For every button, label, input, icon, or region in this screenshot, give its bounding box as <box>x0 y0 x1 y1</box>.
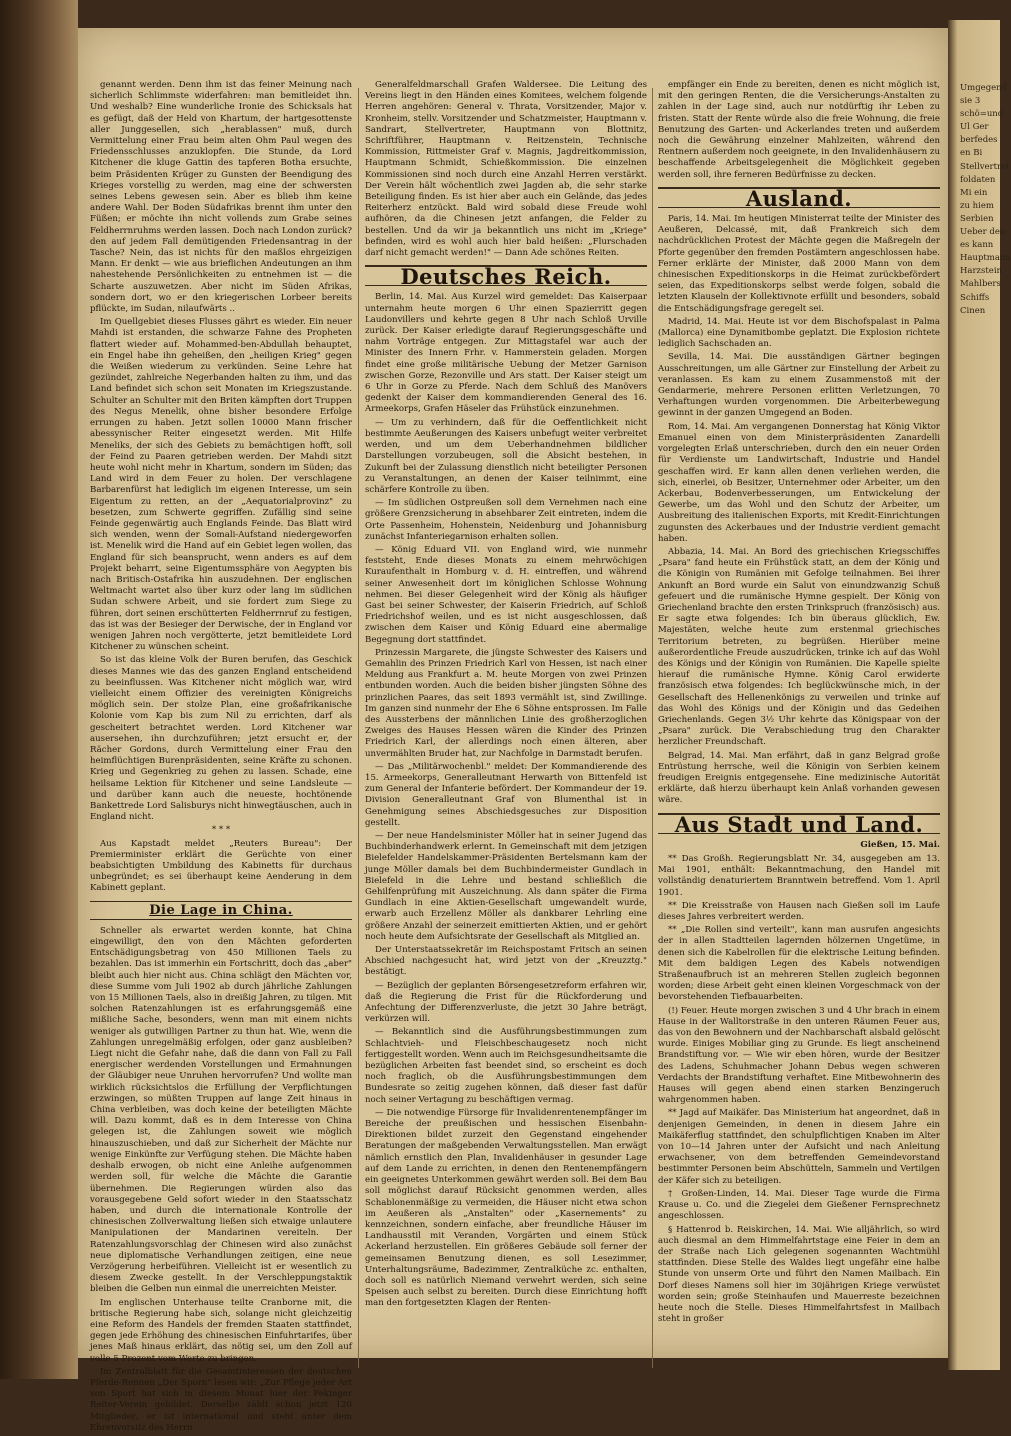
article-paragraph: (!) Feuer. Heute morgen zwischen 3 und 4 Uhr brach in einem Hause in der Walltorstraße in den unteren Räumen Feuer aus, das von den Bewohnern und der Nachbarschaft alsbald gelöscht wurde. Einiges Mobiliar ging zu Grunde. Es liegt anscheinend Brandstiftung vor. — Wie wir eben hören, wurde der Besitzer des Ladens, Schuhmacher Johann Debus wegen schweren Verdachts der Brandstiftung verhaftet. Eine Mitbewohnerin des Hauses will gegen abend einen starken Benzingeruch wahrgenommen haben. <box>658 1005 940 1106</box>
column-middle <box>365 80 647 1312</box>
article-paragraph: Madrid, 14. Mai. Heute ist vor dem Bischofspalast in Palma (Mallorca) eine Dynamitbombe geplatzt. Die Explosion richtete lediglich Sachschaden an. <box>658 316 940 350</box>
article-paragraph: — König Eduard VII. von England wird, wie nunmehr feststeht, Ende dieses Monats zu einem mehrwöchigen Kuraufenthalt in Homburg v. d. H. eintreffen, und während seiner Anwesenheit dort im königlichen Schlosse Wohnung nehmen. Bei dieser Gelegenheit wird der König als häufiger Gast bei seiner Schwester, der Kaiserin Friedrich, auf Schloß Friedrichshof weilen, und es ist nicht ausgeschlossen, daß zwischen dem Kaiser und König Eduard eine abermalige Begegnung dort stattfindet. <box>365 544 647 645</box>
article-paragraph: — Bezüglich der geplanten Börsengesetzreform erfahren wir, daß die Regierung die Frist für die Rückforderung und Anfechtung der Differenzverluste, die jetzt 30 Jahre beträgt, verkürzen will. <box>365 980 647 1025</box>
article-paragraph: Prinzessin Margarete, die jüngste Schwester des Kaisers und Gemahlin des Prinzen Friedrich Karl von Hessen, ist nach einer Meldung aus Frankfurt a. M. heute Morgen von zwei Prinzen entbunden worden. Auch die beiden bisher jüngsten Söhne des prinzlichen Paares, das seit 1893 vermählt ist, sind Zwillinge. Im ganzen sind nunmehr der Ehe 6 Söhne entsprossen. Im Falle des Aussterbens der männlichen Linie des großherzoglichen Zweiges des Hauses Hessen wären die Kinder des Prinzen Friedrich Karl, der allerdings noch einen älteren, aber unvermählten Bruder hat, zur Nachfolge in Darmstadt berufen. <box>365 647 647 759</box>
newspaper-page <box>78 28 948 1433</box>
column-rule <box>358 88 359 1368</box>
article-paragraph: ** Jagd auf Maikäfer. Das Ministerium hat angeordnet, daß in denjenigen Gemeinden, in denen in diesem Jahre ein Maikäferflug stattfindet, den schulpflichtigen Knaben im Alter von 10—14 Jahren unter der Aufsicht und nach Anleitung erwachsener, von dem betreffenden Gemeindevorstand bestimmter Personen beim Abschütteln, Sammeln und Vertilgen der Käfer sich zu beteiligen. <box>658 1108 940 1186</box>
section-heading-stadt: Aus Stadt und Land. <box>658 813 940 834</box>
separator: * * * <box>211 825 231 836</box>
article-paragraph: — Der neue Handelsminister Möller hat in seiner Jugend das Buchbinderhandwerk erlernt. In Gemeinschaft mit dem jetzigen Bielefelder Handelskammer-Präsidenten Bertelsmann kam der junge Möller damals bei dem Buchbindermeister Gundlach in Bielefeld in die Lehre und bestand schließlich die Gehilfenprüfung mit Auszeichnung. Als dann später die Firma Gundlach in eine Aktien-Gesellschaft umgewandelt wurde, erwarb auch Erzellenz Möller als dankbarer Lehrling eine größere Anzahl der seinerzeit emittierten Aktien, und er gehört noch heute dem Aufsichtsrate der Gesellschaft als Mitglied an. <box>365 831 647 942</box>
article-paragraph: genannt werden. Denn ihm ist das feiner Meinung nach sicherlich Schlimmste widerfahren: man bemitleidet ihn. Und weshalb? Eine wunderliche Ironie des Schicksals hat es gefügt, daß der Held von Khartum, der hartgesottenste aller Junggesellen, sich „herablassen" muß, durch Vermittelung einer Frau beim alten Ohm Paul wegen des Friedensschlusses anzuklopfen. Die Stunde, da Lord Kitchener die kluge Gattin des tapferen Botha ersuchte, beim Präsidenten Krüger zu Gunsten der Beendigung des Krieges vorstellig zu werden, mag eine der schwersten seines Lebens gewesen sein. Aber es blieb ihm keine andere Wahl. Der Boden Südafrikas brennt ihm unter den Füßen; er möchte ihn nicht vollends zum Grabe seines Feldherrnruhms werden lassen. Doch nach London zurück? den auf jedem Fall demütigenden Friedensantrag in der Tasche? Nein, das ist nichts für den maßlos ehrgeizigen Mann. Er denkt — wie aus brieflichen Andeutungen an ihm nahestehende Persönlichkeiten zu entnehmen ist — die Scharte auszuwetzen. Aber nicht im Süden Afrikas, sondern dort, wo er den kriegerischen Lorbeer bereits pflückte, im Sudan, nilaufwärts .. <box>90 80 352 315</box>
article-paragraph: Aus Kapstadt meldet „Reuters Bureau": Der Premierminister erklärt die Gerüchte von einer beabsichtigten Umbildung des Kabinetts für durchaus unbegründet; es sei überhaupt keine Aenderung in dem Kabinett geplant. <box>90 838 352 894</box>
article-paragraph: ** „Die Rollen sind verteilt", kann man ausrufen angesichts der in allen Stadtteilen lagernden hölzernen Ungetüme, in denen sich die Kabelrollen für die elektrische Leitung befinden. Mit dem baldigen Legen des Kabels notwendigen Straßenaufbruch ist an mehreren Stellen zugleich begonnen worden; diese Arbeit geht einen kleinen Vorgeschmack von der bevorstehenden Tiefbauarbeiten. <box>658 925 940 1003</box>
article-paragraph: Belgrad, 14. Mai. Man erfährt, daß in ganz Belgrad große Entrüstung herrsche, weil die Königin von Serbien keinem freudigen Ereignis entgegensehe. Eine medizinische Autorität erklärte, daß hierzu überhaupt kein Anlaß vorhanden gewesen wäre. <box>658 750 940 806</box>
book-binding <box>0 0 78 1379</box>
column-right <box>658 80 940 1327</box>
article-paragraph: Der Unterstaatssekretär im Reichspostamt Fritsch an seinen Abschied nachgesucht hat, wird jetzt von der „Kreuzztg." bestätigt. <box>365 945 647 978</box>
article-paragraph: empfänger ein Ende zu bereiten, denen es nicht möglich ist, mit den geringen Renten, die die Versicherungs-Anstalten zu zahlen in der Lage sind, auch nur notdürftig ihr Leben zu fristen. Statt der Rente würde also die freie Wohnung, die freie Benutzung des Garten- und Ackerlandes treten und außerdem noch die Gewährung einzelner Mahlzeiten, während den Rentnern außerdem noch geeignete, in den Invalidenhäusern zu beschaffende Arbeitsgelegenheit die Möglichkeit gegeben werden soll, ihre ferneren Bedürfnisse zu decken. <box>658 80 940 180</box>
article-paragraph: Abbazia, 14. Mai. An Bord des griechischen Kriegsschiffes „Psara" fand heute ein Frühstück statt, an dem der König und die Königin von Rumänien mit Gefolge teilnahmen. Bei ihrer Ankunft an Bord wurde ein Salut von einundzwanzig Schuß gefeuert und die rumänische Hymne gespielt. Der König von Griechenland brachte den ersten Trinkspruch (französisch) aus. Er sagte etwa folgendes: Ich bin überaus glücklich, Ew. Majestäten, welche heute zum erstenmal griechisches Territorium betreten, zu begrüßen. Hierüber meine außerordentliche Freude auszudrücken, trinke ich auf das Wohl des Königs und der Königin von Rumänien. Die Kapelle spielte hierauf die rumänische Hymne. König Carol erwiderte französisch etwa folgendes: Ich beglückwünsche mich, in der Gesellschaft des Hellenenkönigs zu verweilen und trinke auf das Wohl des Königs und der Königin und das Gedeihen Griechenlands. Gegen 3½ Uhr kehrte das Königspaar von der „Psara" zurück. Die Verabschiedung trug den Charakter herzlicher Freundschaft. <box>658 546 940 748</box>
article-paragraph: Im englischen Unterhause teilte Cranborne mit, die britische Regierung habe sich, solange nicht gleichzeitig eine Reform des Handels der fremden Staaten stattfindet, gegen jede Erhöhung des chinesischen Einfuhrtarifes, über jenes Maß hinaus erklärt, das nötig sei, um den Zoll auf volle 5 Prozent vom Werte zu bringen. <box>90 1297 352 1364</box>
article-paragraph: Paris, 14. Mai. Im heutigen Ministerrat teilte der Minister des Aeußeren, Delcassé, mit, daß Frankreich sich dem nachdrücklichen Protest der Mächte gegen die Maßregeln der Pforte gegenüber den fremden Postämtern angeschlossen habe. Ferner erklärte der Minister, daß 2000 Mann von dem chinesischen Expeditionskorps in die Heimat zurückbefördert seien, das Expeditionskorps selbst werde folgen, sobald die letzten Klauseln der Kollektivnote erfüllt und besonders, sobald die Entschädigungsfrage geregelt sei. <box>658 214 940 314</box>
column-rule <box>652 88 653 1368</box>
article-paragraph: — Bekanntlich sind die Ausführungsbestimmungen zum Schlachtvieh- und Fleischbeschaugesetz noch nicht fertiggestellt worden. Wenn auch im Reichsgesundheitsamte die bezüglichen Arbeiten fast beendet sind, so erscheint es doch noch fraglich, ob die Ausführungsbestimmungen dem Bundesrate so zeitig zugehen können, daß dieser fast dafür noch seiner Vertagung zu beschäftigen vermag. <box>365 1027 647 1105</box>
article-paragraph: Sevilla, 14. Mai. Die ausständigen Gärtner begingen Ausschreitungen, um alle Gärtner zur Einstellung der Arbeit zu veranlassen. Es kam zu einem Zusammenstoß mit der Gendarmerie, mehrere Personen erlitten Verletzungen, 70 Verhaftungen wurden vorgenommen. Die Arbeiterbewegung gewinnt in der ganzen Umgegend an Boden. <box>658 352 940 419</box>
article-paragraph: Schneller als erwartet werden konnte, hat China eingewilligt, den von den Mächten geforderten Entschädigungsbetrag von 450 Millionen Taels zu bezahlen. Das ist immerhin ein Fortschritt, doch das „aber" bleibt auch hier nicht aus. China schlägt den Mächten vor, diese Summe vom Juli 1902 ab durch jährliche Zahlungen von 15 Millionen Taels, also in dreißig Jahren, zu tilgen. Mit solchen Ratenzahlungen ist es erfahrungsgemäß eine mißliche Sache, besonders, wenn man mit einem nichts weniger als gutwilligen Partner zu thun hat. Wie, wenn die Zahlungen unregelmäßig erfolgen, oder ganz ausbleiben? Liegt nicht die Gefahr nahe, daß die dann von Fall zu Fall energischer werdenden Vorstellungen und Ermahnungen der Gläubiger neue Unruhen hervorrufen? Und wollte man wirklich rücksichtslos die Erfüllung der Verpflichtungen erzwingen, so müßten Truppen auf lange Zeit hinaus in China verbleiben, was doch keine der beteiligten Mächte will. Dazu kommt, daß es in dem Interesse von China gelegen ist, die Zahlungen soweit wie möglich hinauszuschieben, und daß zur Sicherheit der Mächte nur wenige Einkünfte zur Verfügung stehen. Die Mächte haben deshalb erwogen, ob nicht eine Anleihe aufgenommen werden soll, für welche die Mächte die Garantie übernehmen. Die Regierungen würden also das vorausgegebene Geld sofort wieder in den Staatsschatz haben, und durch die internationale Kontrolle der chinesischen Zollverwaltung ließen sich etwaige unlautere Manipulationen der Mandarinen vereiteln. Der Ratenzahlungsvorschlag der Chinesen wird also zunächst neue diplomatische Verhandlungen zeitigen, eine neue Verzögerung herbeiführen. Vielleicht ist er wesentlich zu diesem Zwecke gestellt. In der Verschleppungstaktik bleiben die Gelben nun einmal die unerreichten Meister. <box>90 925 352 1295</box>
article-paragraph: ** Das Großh. Regierungsblatt Nr. 34, ausgegeben am 13. Mai 1901, enthält: Bekanntmachung, den Handel mit vollständig denaturiertem Branntwein betreffend. Vom 1. April 1901. <box>658 854 940 898</box>
section-heading-china: Die Lage in China. <box>90 901 352 920</box>
article-paragraph: — Das „Militärwochenbl." meldet: Der Kommandierende des 15. Armeekorps, Generalleutnant Herwarth von Bittenfeld ist zum General der Infanterie befördert. Der Kommandeur der 19. Division Generalleutnant Graf von Blumenthal ist in Genehmigung seines Abschiedsgesuches zur Disposition gestellt. <box>365 761 647 828</box>
article-paragraph: — Im südlichen Ostpreußen soll dem Vernehmen nach eine größere Grenzsicherung in absehbarer Zeit eintreten, indem die Orte Passenheim, Hohenstein, Neidenburg und Johannisburg zunächst Infanteriegarnison erhalten sollen. <box>365 498 647 542</box>
article-paragraph: So ist das kleine Volk der Buren berufen, das Geschick dieses Mannes wie das des ganzen England entscheidend zu beeinflussen. Was Kitchener nicht möglich war, wird vielleicht einem Offizier des vereinigten Königreichs möglich sein. Der stolze Plan, eine großafrikanische Kolonie vom Kap bis zum Nil zu errichten, darf als gescheitert betrachtet werden. Lord Kitchener war ausersehen, ihn durchzuführen; jetzt ersucht er, der Rächer Gordons, durch Vermittelung einer Frau den heimflüchtigen Burenpräsidenten, seine Kräfte zu schonen. Krieg und Gegenkrieg zu gehen zu lassen. Schade, eine heilsame Lektion für Kitchener und seine Landsleute — und darüber kann auch die neueste, hochtönende Bankettrede Lord Salisburys nicht hinwegtäuschen, auch in England nicht. <box>90 655 352 823</box>
article-paragraph: — Um zu verhindern, daß für die Oeffentlichkeit nicht bestimmte Aeußerungen des Kaisers unbefugt weiter verbreitet werden, und um dem Ueberhandnehmen bildlicher Darstellungen vorzubeugen, soll die Absicht bestehen, in Zukunft bei der Zulassung dienstlich nicht beteiligter Personen zu Veranstaltungen, an denen der Kaiser teilnimmt, eine schärfere Kontrolle zu üben. <box>365 417 647 495</box>
article-paragraph: Generalfeldmarschall Grafen Waldersee. Die Leitung des Vereins liegt in den Händen eines Komitees, welchem folgende Herren angehören: General v. Thrata, Vorsitzender, Major v. Kronheim, stellv. Vorsitzender und Schatzmeister, Hauptmann v. Sandrart, Stellvertreter, Hauptmann von Blottnitz, Schriftführer, Hauptmann v. Reitzenstein, Technische Kommission, Rittmeister Graf v. Magnis, Jagdreitkommission, Hauptmann Schmidt, Schießkommission. Die einzelnen Kommissionen sind noch durch eine Anzahl Herren verstärkt. Der Verein hält wöchentlich zwei Jagden ab, die sehr starke Beteiligung finden. Es ist hier aber auch ein Gelände, das jedes Reiterherz entzückt. Bald wird sobald diese Freude wohl aufhören, da die Chinesen jetzt anfangen, die Felder zu bestellen. Und da wir ja bekanntlich uns nicht im „Kriege" befinden, wird es wohl auch hier bald heißen: „Flurschaden darf nicht gemacht werden!" — Dann Ade schönes Reiten. <box>365 80 647 259</box>
article-paragraph: Im Quellgebiet dieses Flusses gährt es wieder. Ein neuer Mahdi ist erstanden, die schwarze Fahne des Propheten flattert wieder auf. Mohammed-ben-Abdullah behauptet, ein Engel habe ihn geheißen, den „heiligen Krieg" gegen die Weißen wiederum zu verkünden. Seine Lehre hat gezündet, zahlreiche Negerbanden halten zu ihm, und das Land befindet sich schon seit Monaten im Kriegszustande. Schulter an Schulter mit den Briten kämpften dort Truppen des Negus Menelik, ohne bisher besondere Erfolge errungen zu haben. Jetzt sollen 10000 Mann frischer abessynischer Reiter eingesetzt werden. Mit Hilfe Meneliks, der sich des Gebiets zu bemächtigen hofft, soll der Feind zu Paaren getrieben werden. Der Mahdi sitzt heute wohl nicht mehr in Khartum, sondern im Süden; das Land wird in dem Feuer zu holen. Der verschlagene Barbarenfürst hat lediglich im eigenen Interesse, um sein Eigentum zu retten, an der „Aequatorialprovinz" zu besetzen, zum Schwerte gegriffen. Zufällig sind seine Feinde gegenwärtig auch Englands Feinde. Das Blatt wird sich wenden, wenn der Somali-Aufstand niedergeworfen ist. Menelik wird die Hand auf ein Gebiet legen wollen, das England für sich beansprucht, wenn anders es auf dem Projekt beharrt, seine Eigentumssphäre von Aegypten bis nach Britisch-Ostafrika hin auszudehnen. Der englischen Weltmacht wartet also über kurz oder lang im südlichen Sudan schwere Arbeit, und sie fordert zum Siege zu führen, dort seinen erschütterten Feldherrnruf zu festigen, das ist was der Besieger der Derwische, der in England vor wenigen Jahren noch vergötterte, jetzt bemitleidete Lord Kitchener zu wünschen scheint. <box>90 317 352 653</box>
section-heading-reich: Deutsches Reich. <box>365 265 647 286</box>
article-paragraph: Im Zentralblatt für die Gesamtinteressen der deutschen Pferde-Rennen „Der Sporn" lesen wir: „Zur Pflege jeder Art von Sport hat sich in diesem Monat hier der Pekinger Reiter-Verein gebildet. Derselbe zählt schon jetzt 120 Mitglieder; er ist international und steht unter dem Ehrenvorsitz des Herrn <box>90 1366 352 1433</box>
section-heading-ausland: Ausland. <box>658 187 940 208</box>
next-page-text: Umgegend sie 3 schö=und Ul Ger berfedes en Bi Stellvertret foldaten Mi ein zu hiem Serbien Ueber den es kann Hauptmann Harzstein Mahlbers Schiffs Cinen <box>960 83 1011 316</box>
article-paragraph: § Hattenrod b. Reiskirchen, 14. Mai. Wie alljährlich, so wird auch diesmal an dem Himmelfahrtstage eine Feier in dem an der Straße nach Lich gelegenen sogenannten Wachtmühl stattfinden. Diese Stelle des Waldes liegt ungefähr eine halbe Stunde von unserm Orte und führt den Namen Mailbach. Ein Dorf dieses Namens soll hier im 30jährigen Kriege verwüstet worden sein; große Steinhaufen und Mauerreste bezeichnen heute noch die Stelle. Dieses Himmelfahrtsfest in Mailbach steht in großer <box>658 1224 940 1325</box>
next-page-edge <box>948 20 1011 1370</box>
dateline: Gießen, 15. Mai. <box>860 839 940 850</box>
article-paragraph: ** Die Kreisstraße von Hausen nach Gießen soll im Laufe dieses Jahres verbreitert werden. <box>658 900 940 923</box>
article-paragraph: — Die notwendige Fürsorge für Invalidenrentenempfänger im Bereiche der preußischen und hessischen Eisenbahn-Direktionen bildet zurzeit den Gegenstand eingehender Beratungen der maßgebenden Verwaltungsstellen. Man erwägt nämlich ernstlich den Plan, Invalidenhäuser in gesunder Lage auf dem Lande zu errichten, in denen den Rentenempfängern ein geeignetes Unterkommen gewährt werden soll. Bei dem Bau soll möglichst darauf Rücksicht genommen werden, alles Schablonenmäßige zu vermeiden, die Häuser nicht etwa schon im Aeußeren als „Anstalten" oder „Kasernements" zu kennzeichnen, sondern einfache, aber freundliche Häuser im Landhausstil mit Veranden, Vorgärten und einem Stück Ackerland herzustellen. Ein größeres Gebäude soll ferner der gemeinsamen Benutzung dienen, es soll Lesezimmer, Unterhaltungsräume, Badezimmer, Zentralküche zc. enthalten, doch soll es natürlich Niemand verwehrt werden, sich seine Speisen auch selbst zu bereiten. Durch diese Einrichtung hofft man den fortgesetzten Klagen der Renten- <box>365 1107 647 1309</box>
article-paragraph: Rom, 14. Mai. Am vergangenen Donnerstag hat König Viktor Emanuel einen von dem Ministerpräsidenten Zanardelli vorgelegten Erlaß unterschrieben, durch den ein neuer Orden für Verdienste um Landwirtschaft, Industrie und Handel geschaffen wird. Er kann allen denen verliehen werden, die sich, einerlei, ob Besitzer, Unternehmer oder Arbeiter, um den Ackerbau, Bodenverbesserungen, um Entwickelung der Gewerbe, um das Wohl und den Schutz der Arbeiter, um Ausbreitung des italienischen Exports, mit Kredit-Einrichtungen zugunsten des Ackerbaues und der Industrie verdient gemacht haben. <box>658 421 940 544</box>
article-paragraph: † Großen-Linden, 14. Mai. Dieser Tage wurde die Firma Krause u. Co. und die Ziegelei dem Gießener Fernsprechnetz angeschlossen. <box>658 1188 940 1222</box>
article-paragraph: Berlin, 14. Mai. Aus Kurzel wird gemeldet: Das Kaiserpaar unternahm heute morgen 6 Uhr einen Spazierritt gegen Laudonvillers und kehrte gegen 8 Uhr nach Schloß Urville zurück. Der Kaiser erledigte darauf Regierungsgeschäfte und nahm Vorträge entgegen. Zur Mittagstafel war auch der Minister des Innern Frhr. v. Hammerstein geladen. Morgen findet eine große militärische Uebung der Metzer Garnison zwischen Gorze, Rezonville und Ars statt. Der Kaiser steigt um 6 Uhr in Gorze zu Pferde. Nach dem Schluß des Manövers gedenkt der Kaiser dem kommandierenden General des 16. Armeekorps, Grafen Häseler das Frühstück einzunehmen. <box>365 292 647 415</box>
column-left <box>90 80 352 1436</box>
